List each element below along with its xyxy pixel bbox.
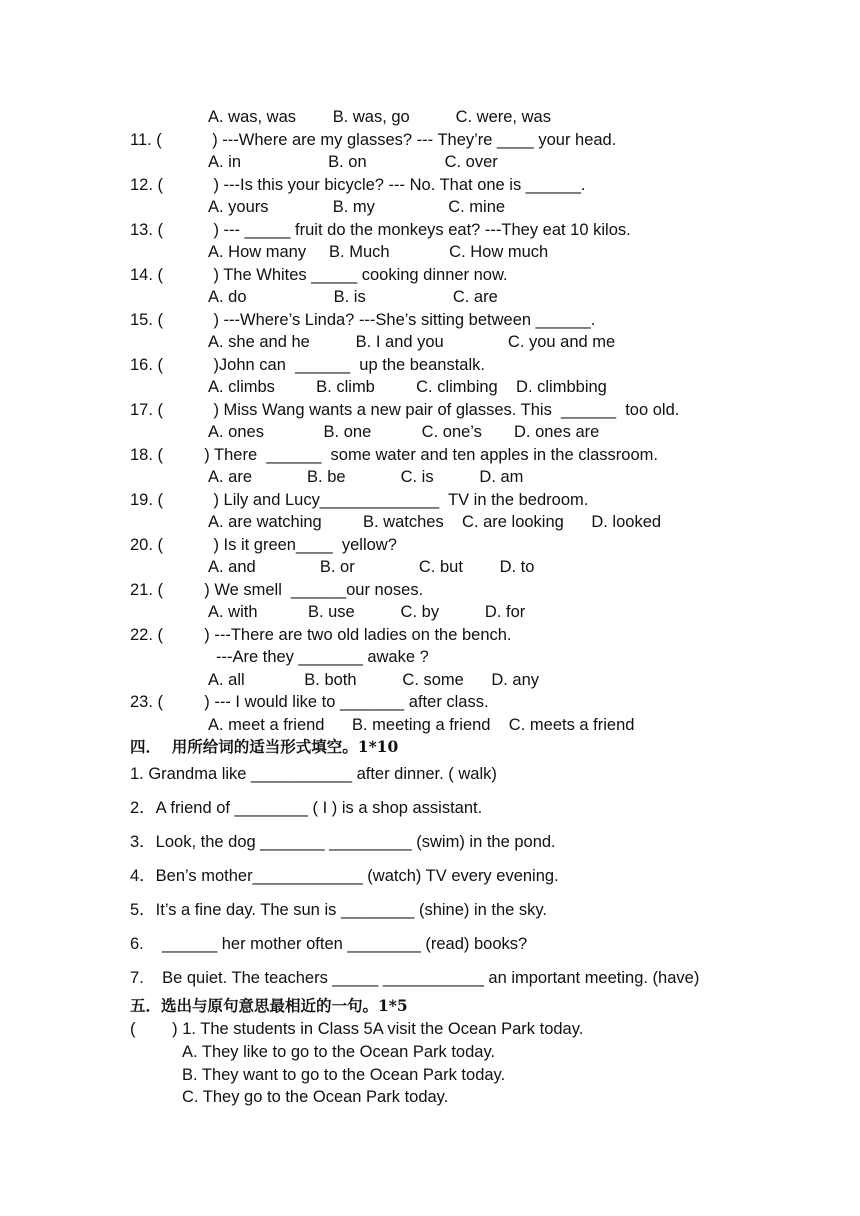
- fill-in-item-1: 1. Grandma like ___________ after dinner. ( walk): [130, 765, 497, 783]
- mc-question-12: 12. ( ) ---Is this your bicycle? --- No. That one is ______.: [130, 176, 586, 194]
- section-4-heading: 四． 用所给词的适当形式填空。1*10: [130, 737, 399, 756]
- mc-question-22-options: A. all B. both C. some D. any: [208, 671, 540, 689]
- similar-meaning-option-c: C. They go to the Ocean Park today.: [182, 1088, 449, 1106]
- mc-question-19: 19. ( ) Lily and Lucy_____________ TV in the bedroom.: [130, 491, 589, 509]
- mc-question-13: 13. ( ) --- _____ fruit do the monkeys eat? ---They eat 10 kilos.: [130, 221, 631, 239]
- mc-question-11: 11. ( ) ---Where are my glasses? --- They’re ____ your head.: [130, 131, 617, 149]
- mc-question-17: 17. ( ) Miss Wang wants a new pair of glasses. This ______ too old.: [130, 401, 680, 419]
- fill-in-item-4: 4．Ben’s mother____________ (watch) TV every evening.: [130, 867, 559, 885]
- mc-question-18: 18. ( ) There ______ some water and ten apples in the classroom.: [130, 446, 658, 464]
- mc-question-15-options: A. she and he B. I and you C. you and me: [208, 333, 616, 351]
- mc-question-21-options: A. with B. use C. by D. for: [208, 603, 526, 621]
- fill-in-item-2: 2．A friend of ________ ( I ) is a shop assistant.: [130, 799, 483, 817]
- mc-question-20: 20. ( ) Is it green____ yellow?: [130, 536, 397, 554]
- mc-question-11-options: A. in B. on C. over: [208, 153, 498, 171]
- mc-question-13-options: A. How many B. Much C. How much: [208, 243, 549, 261]
- mc-question-17-options: A. ones B. one C. one’s D. ones are: [208, 423, 600, 441]
- mc-question-12-options: A. yours B. my C. mine: [208, 198, 506, 216]
- fill-in-item-5: 5．It’s a fine day. The sun is ________ (shine) in the sky.: [130, 901, 548, 919]
- similar-meaning-question-1: ( ) 1. The students in Class 5A visit the Ocean Park today.: [130, 1020, 584, 1038]
- mc-question-22: 22. ( ) ---There are two old ladies on the bench.: [130, 626, 512, 644]
- fill-in-item-6: 6. ______ her mother often ________ (read) books?: [130, 935, 528, 953]
- mc-question-18-options: A. are B. be C. is D. am: [208, 468, 524, 486]
- mc-question-19-options: A. are watching B. watches C. are looking D. looked: [208, 513, 662, 531]
- mc-question-23: 23. ( ) --- I would like to _______ after class.: [130, 693, 489, 711]
- mc-question-10-options: A. was, was B. was, go C. were, was: [208, 108, 551, 126]
- mc-question-23-options: A. meet a friend B. meeting a friend C. meets a friend: [208, 716, 635, 734]
- mc-question-16-options: A. climbs B. climb C. climbing D. climbbing: [208, 378, 607, 396]
- mc-question-16: 16. ( )John can ______ up the beanstalk.: [130, 356, 485, 374]
- mc-question-21: 21. ( ) We smell ______our noses.: [130, 581, 424, 599]
- fill-in-item-3: 3．Look, the dog _______ _________ (swim) in the pond.: [130, 833, 556, 851]
- mc-question-14: 14. ( ) The Whites _____ cooking dinner now.: [130, 266, 508, 284]
- mc-question-22-subline: ---Are they _______ awake ?: [216, 648, 429, 666]
- mc-question-14-options: A. do B. is C. are: [208, 288, 498, 306]
- mc-question-20-options: A. and B. or C. but D. to: [208, 558, 535, 576]
- similar-meaning-option-a: A. They like to go to the Ocean Park today.: [182, 1043, 496, 1061]
- section-5-heading: 五．选出与原句意思最相近的一句。1*5: [130, 996, 408, 1015]
- fill-in-item-7: 7. Be quiet. The teachers _____ ___________ an important meeting. (have): [130, 969, 700, 987]
- mc-question-15: 15. ( ) ---Where’s Linda? ---She’s sitting between ______.: [130, 311, 596, 329]
- similar-meaning-option-b: B. They want to go to the Ocean Park today.: [182, 1066, 506, 1084]
